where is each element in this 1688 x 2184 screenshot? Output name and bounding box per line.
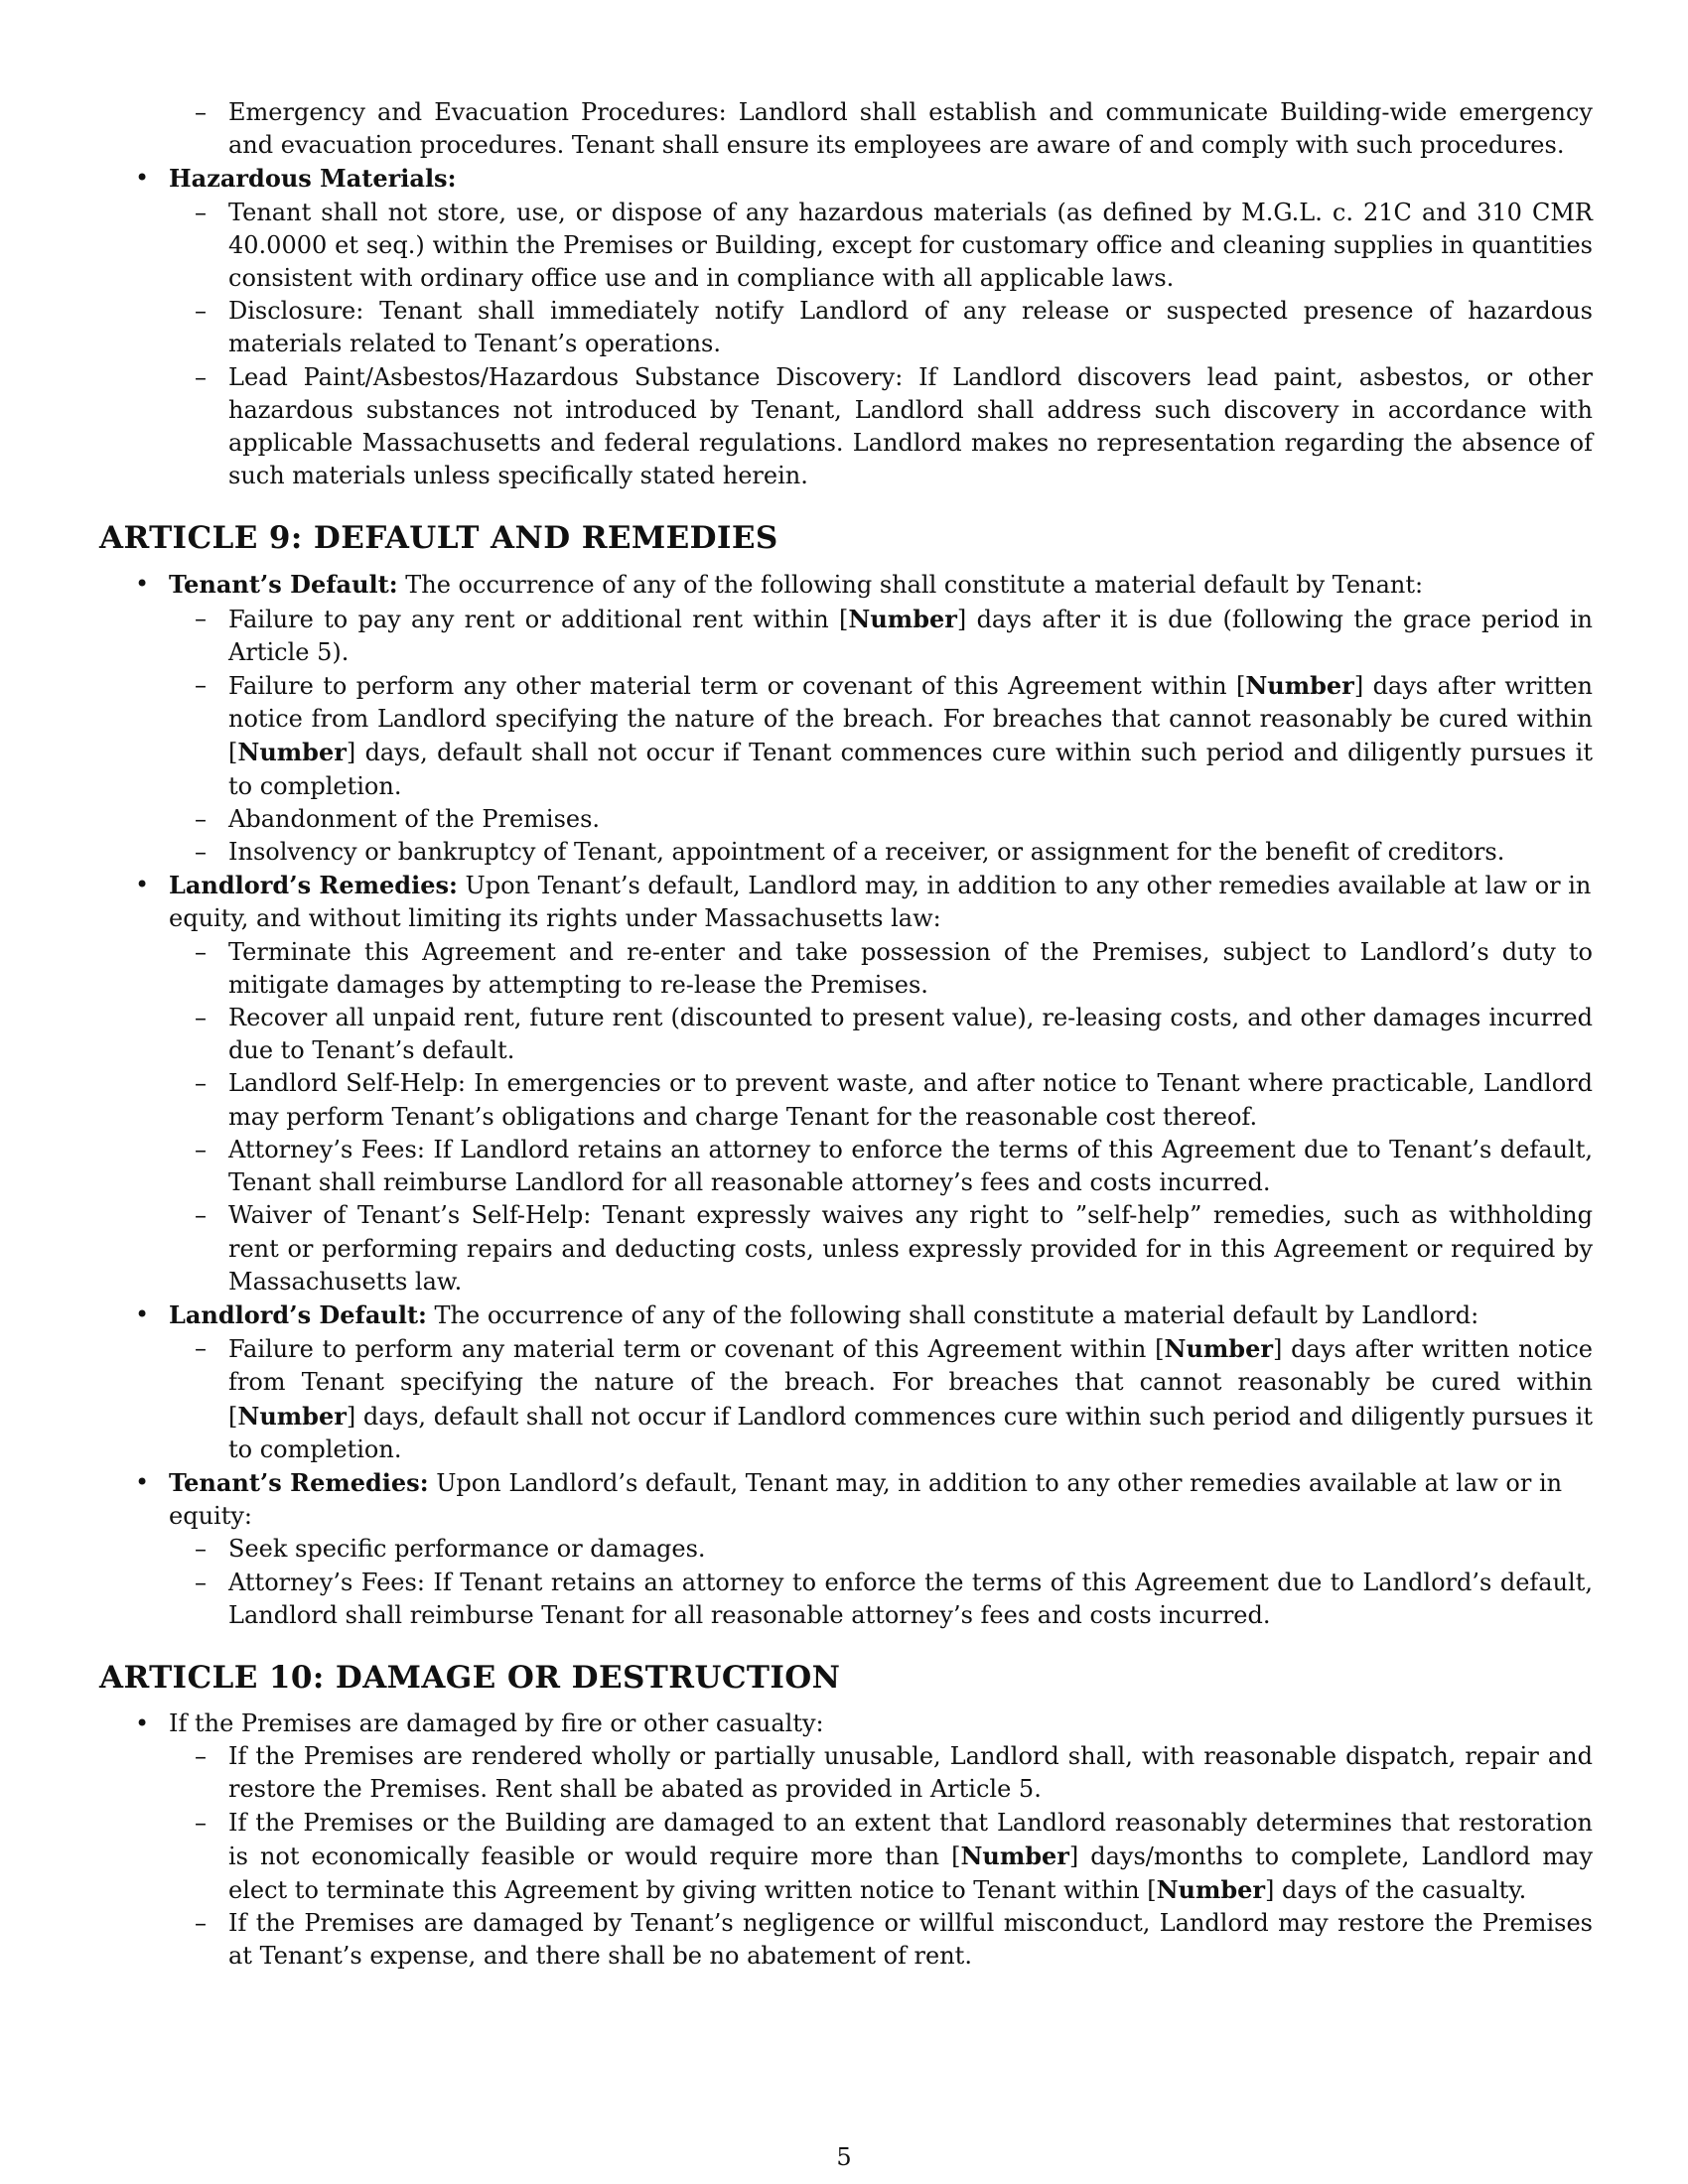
list-item-haz-disclosure: – Disclosure: Tenant shall immediately notify Landlord of any release or suspected presence of hazardous materials related to Tenant’s operations.	[195, 297, 1593, 358]
list-item-tenant-remedies: • Tenant’s Remedies: Upon Landlord’s default, Tenant may, in addition to any other remedies available at law or in equity:	[135, 1467, 1563, 1531]
list-item-haz-discovery: – Lead Paint/Asbestos/Hazardous Substance Discovery: If Landlord discovers lead paint, asbestos, or other hazardous substances not introduced by Tenant, Landlord shall address such discovery in accordance with applicable Massachusetts and federal regulations. Landlord makes no representation regarding the absence of such materials unless specifically stated herein.	[195, 362, 1593, 490]
dash-marker: –	[195, 604, 207, 632]
bullet-marker: •	[135, 1708, 150, 1737]
list-item-casualty: • If the Premises are damaged by fire or other casualty:	[99, 1707, 1593, 1740]
dash-marker: –	[195, 297, 207, 326]
number-placeholder: Number	[1156, 1874, 1266, 1904]
list-item-evacuation: – Emergency and Evacuation Procedures: Landlord shall establish and communicate Building-wide emergency and evacuation procedures. Tenant shall ensure its employees are aware of and comply with such procedures.	[195, 98, 1593, 160]
dash-marker: –	[195, 1535, 207, 1564]
dash-marker: –	[195, 1069, 207, 1098]
list-item-landlord-remedies: • Landlord’s Remedies: Upon Tenant’s default, Landlord may, in addition to any other remedies available at law or in equity, and without limiting its rights under Massachusetts law:	[135, 871, 1592, 933]
list-item-landlord-default: • Landlord’s Default: The occurrence of any of the following shall constitute a material default by Landlord:	[99, 1298, 1593, 1332]
list-item-trm-attorney-fees: – Attorney’s Fees: If Tenant retains an attorney to enforce the terms of this Agreement due to Landlord’s default, Landlord shall reimburse Tenant for all reasonable attorney’s fees and costs incurred.	[195, 1568, 1593, 1629]
dash-marker: –	[195, 1334, 207, 1363]
document-page	[99, 96, 1593, 1974]
bullet-marker: •	[135, 164, 150, 193]
number-placeholder: Number	[237, 738, 347, 767]
page-number: 5	[836, 2143, 852, 2171]
number-placeholder: Number	[237, 1401, 347, 1431]
tenant-remedies-label: Tenant’s Remedies:	[169, 1467, 429, 1497]
list-item-hazardous-materials	[99, 162, 1593, 196]
dash-marker: –	[195, 1909, 207, 1938]
list-item-lr-recover: – Recover all unpaid rent, future rent (discounted to present value), re-leasing costs, and other damages incurred due to Tenant’s default.	[195, 1004, 1593, 1065]
article-9-heading: ARTICLE 9: DEFAULT AND REMEDIES	[99, 520, 778, 557]
bullet-marker: •	[135, 1467, 150, 1496]
number-placeholder: Number	[1245, 671, 1354, 701]
dash-marker: –	[195, 1742, 207, 1771]
bullet-marker: •	[135, 871, 150, 899]
article-10-heading: ARTICLE 10: DAMAGE OR DESTRUCTION	[99, 1659, 841, 1696]
list-item-td-insolvency: – Insolvency or bankruptcy of Tenant, appointment of a receiver, or assignment for the benefit of creditors.	[99, 836, 1593, 869]
list-item-casualty-negligence: – If the Premises are damaged by Tenant’s negligence or willful misconduct, Landlord may restore the Premises at Tenant’s expense, and there shall be no abatement of rent.	[195, 1909, 1593, 1971]
dash-marker: –	[195, 671, 207, 700]
list-item-lr-waiver: – Waiver of Tenant’s Self-Help: Tenant expressly waives any right to ”self-help” remedies, such as withholding rent or performing repairs and deducting costs, unless expressly provided for in this Agreement or required by Massachusetts law.	[195, 1201, 1593, 1296]
list-item-lr-terminate: – Terminate this Agreement and re-enter and take possession of the Premises, subject to Landlord’s duty to mitigate damages by attempting to re-lease the Premises.	[195, 937, 1593, 999]
list-item-casualty-restore: – If the Premises are rendered wholly or partially unusable, Landlord shall, with reasonable dispatch, repair and restore the Premises. Rent shall be abated as provided in Article 5.	[195, 1742, 1593, 1804]
hazardous-materials-label: Hazardous Materials:	[169, 164, 457, 194]
list-item-trm-performance: – Seek specific performance or damages.	[99, 1533, 1593, 1566]
list-item-td-abandonment: – Abandonment of the Premises.	[99, 803, 1593, 836]
list-item-lr-attorney-fees: – Attorney’s Fees: If Landlord retains an attorney to enforce the terms of this Agreement due to Tenant’s default, Tenant shall reimburse Landlord for all reasonable attorney’s fees and costs incurred.	[195, 1135, 1593, 1197]
number-placeholder: Number	[1164, 1334, 1273, 1364]
dash-marker: –	[195, 1135, 207, 1163]
dash-marker: –	[195, 1201, 207, 1230]
list-item-haz-storage: – Tenant shall not store, use, or dispose of any hazardous materials (as defined by M.G.L. c. 21C and 310 CMR 40.0000 et seq.) within the Premises or Building, except for customary office and cleaning supplies in quantities consistent with ordinary office use and in compliance with all applicable laws.	[195, 198, 1593, 293]
dash-marker: –	[195, 362, 207, 391]
dash-marker: –	[195, 98, 207, 126]
landlord-default-label: Landlord’s Default:	[169, 1299, 427, 1329]
dash-marker: –	[195, 804, 207, 833]
list-item-casualty-terminate: – If the Premises or the Building are damaged to an extent that Landlord reasonably determines that restoration is not economically feasible or would require more than [Number] days/months to complete, Landlord may elect to terminate this Agreement by giving written notice to Tenant within [Number] days of the casualty.	[195, 1808, 1593, 1904]
list-item-lr-self-help: – Landlord Self-Help: In emergencies or to prevent waste, and after notice to Tenant where practicable, Landlord may perform Tenant’s obligations and charge Tenant for the reasonable cost thereof.	[195, 1069, 1593, 1131]
dash-marker: –	[195, 1004, 207, 1032]
bullet-marker: •	[135, 570, 150, 599]
list-item-ld-covenant: – Failure to perform any material term or covenant of this Agreement within [Number] days after written notice from Tenant specifying the nature of the breach. For breaches that cannot reasonably be cured within [Number] days, default shall not occur if Landlord commences cure within such period and diligently pursues it to completion.	[195, 1334, 1594, 1463]
number-placeholder: Number	[960, 1841, 1069, 1870]
dash-marker: –	[195, 937, 207, 966]
bullet-marker: •	[135, 1299, 150, 1328]
landlord-remedies-label: Landlord’s Remedies:	[169, 871, 458, 900]
dash-marker: –	[195, 1808, 207, 1837]
dash-marker: –	[195, 838, 207, 867]
list-item-td-covenant: – Failure to perform any other material term or covenant of this Agreement within [Number] days after written notice from Landlord specifying the nature of the breach. For breaches that cannot reasonably be cured within [Number] days, default shall not occur if Tenant commences cure within such period and diligently pursues it to completion.	[195, 671, 1594, 800]
number-placeholder: Number	[848, 604, 957, 633]
tenant-default-label: Tenant’s Default:	[169, 570, 398, 600]
dash-marker: –	[195, 198, 207, 226]
dash-marker: –	[195, 1568, 207, 1596]
list-item-tenant-default: • Tenant’s Default: The occurrence of any of the following shall constitute a material default by Tenant:	[99, 568, 1593, 602]
list-item-td-rent: – Failure to pay any rent or additional rent within [Number] days after it is due (following the grace period in Article 5).	[195, 604, 1593, 666]
